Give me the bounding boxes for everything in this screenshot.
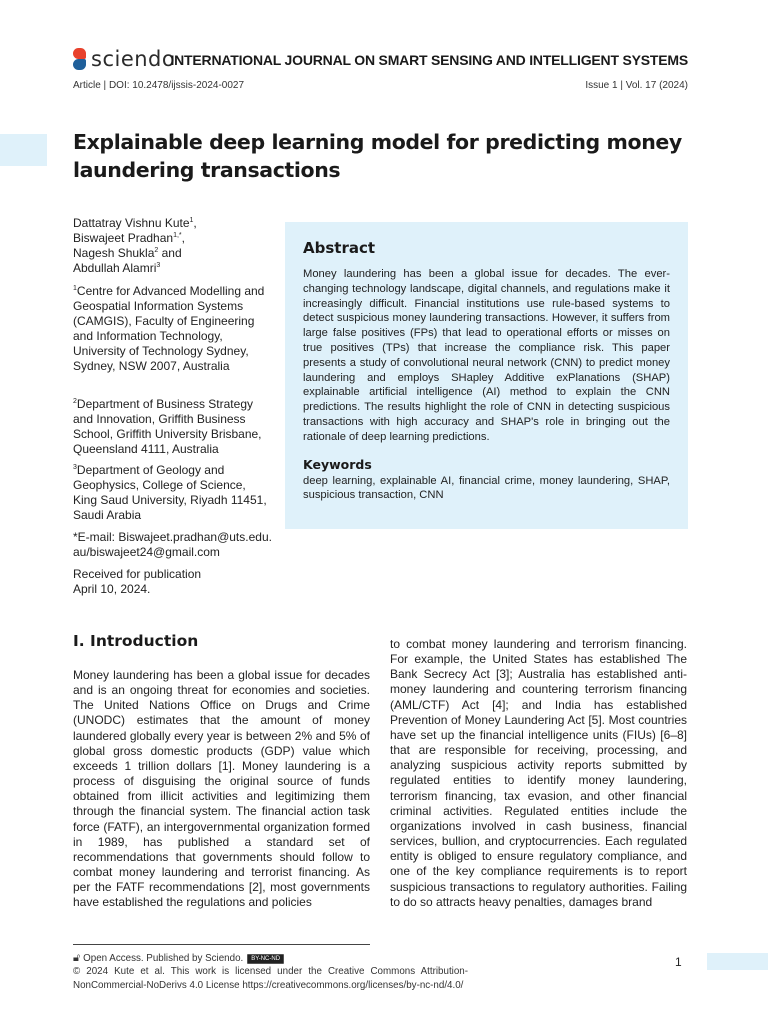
affiliation-2: $^2$Department of Business Strategy and Innovation, Griffith Business School, Griffith University Brisbane, Queensland 4111, Australia <box>73 397 262 456</box>
footer-divider <box>73 944 370 945</box>
sciendo-logo[interactable] <box>73 48 175 70</box>
article-title: Explainable deep learning model for predicting money laundering transactions <box>73 130 682 182</box>
page-number: 1 <box>675 955 682 969</box>
keywords-text: deep learning, explainable AI, financial crime, money laundering, SHAP, suspicious transaction, CNN <box>303 474 670 502</box>
issue-volume: Issue 1 | Vol. 17 (2024) <box>585 80 688 91</box>
received-date: April 10, 2024. <box>73 582 151 596</box>
corresponding-email[interactable]: *E-mail: Biswajeet.pradhan@uts.edu.au/biswajeet24@gmail.com <box>73 530 272 559</box>
author-item: Dattatray Vishnu Kute$^1$, <box>73 216 197 230</box>
abstract-box <box>285 222 688 529</box>
keywords-heading: Keywords <box>303 456 372 472</box>
sciendo-logo-icon <box>73 48 86 70</box>
body-text-left-column: Money laundering has been a global issue for decades and is an ongoing threat for economies and societies. The United Nations Office on Drugs and Crime (UNODC) estimates that the amount of money laundered globally every year is between 2% and 5% of global gross domestic products (GDP) value which exceeds 1 trillion dollars [1]. Money laundering is a process of disguising the original source of funds obtained from illicit activities and legitimizing them through the financial system. The financial action task force (FATF), an intergovernmental organization formed in 1989, has published a standard set of recommendations that governments should follow to combat money laundering and terrorist financing. As per the FATF recommendations [2], most governments have established the regulations and policies <box>73 668 370 910</box>
author-item: Biswajeet Pradhan$^{1,*}$, <box>73 231 185 245</box>
open-access-icon: 🔓︎ <box>73 952 81 964</box>
author-list <box>73 216 273 276</box>
footer-accent-tab <box>707 953 768 970</box>
footer-license <box>73 952 468 992</box>
received-info <box>73 567 273 597</box>
received-label: Received for publication <box>73 567 202 581</box>
open-access-text: Open Access. Published by Sciendo. <box>83 953 244 964</box>
introduction-heading: I. Introduction <box>73 632 199 650</box>
logo-text: sciendo <box>91 47 176 71</box>
cc-license-badge-icon[interactable]: BY-NC-ND <box>247 954 284 964</box>
abstract-heading: Abstract <box>303 239 376 257</box>
journal-title: INTERNATIONAL JOURNAL ON SMART SENSING AND INTELLIGENT SYSTEMS <box>170 52 688 68</box>
license-text: © 2024 Kute et al. This work is licensed under the Creative Commons Attribution-NonCommercial-NoDerivs 4.0 License https://creativecommons.org/licenses/by-nc-nd/4.0/ <box>73 966 468 991</box>
affiliation-3: $^3$Department of Geology and Geophysics, College of Science, King Saud University, Riyadh 11451, Saudi Arabia <box>73 463 267 522</box>
open-access-line <box>73 952 468 965</box>
body-text-right-column: to combat money laundering and terrorism financing. For example, the United States has established The Bank Secrecy Act [3]; Australia has established anti-money laundering and countering terrorism financing (AML/CTF) Act [4]; and India has established Prevention of Money Laundering Act [5]. Most countries have set up the financial intelligence units (FIUs) [6–8] that are responsible for receiving, processing, and analyzing suspicious activity reports submitted by regulated entities to identify money laundering, terrorism financing, tax evasion, and other financial criminal activities. Regulated entities include the organizations involved in cash business, financial services, bullion, and cryptocurrencies. Each regulated entity is obliged to ensure regulatory compliance, and one of the key compliance requirements is to report suspicious transactions to regulatory authorities. Failing to do so attracts heavy penalties, damages brand <box>390 637 687 909</box>
side-accent-tab <box>0 134 47 166</box>
author-item: Abdullah Alamri$^3$ <box>73 261 161 275</box>
journal-header <box>73 48 688 74</box>
article-doi: Article | DOI: 10.2478/ijssis-2024-0027 <box>73 80 245 91</box>
abstract-text: Money laundering has been a global issue for decades. The ever-changing technology landscape, digital channels, and regulations make it increasingly difficult. Financial institutions use rule-based systems to detect suspicious money laundering transactions. However, it suffers from large false positives (FPs) that lead to operational efforts or misses on true positives (TPs) that increase the compliance risk. This paper presents a study of convolutional neural network (CNN) to predict money laundering and employs SHapley Additive exPlanations (SHAP) explainable artificial intelligence (AI) method to explain the CNN predictions. The results highlight the role of CNN in detecting suspicious transactions with high accuracy and SHAP's role in bringing out the rationale of deep learning predictions. <box>303 268 670 443</box>
affiliation-1: $^1$Centre for Advanced Modelling and Geospatial Information Systems (CAMGIS), Faculty of Engineering and Information Technology, University of Technology Sydney, Sydney, NSW 2007, Australia <box>73 284 265 373</box>
author-item: Nagesh Shukla$^2$ and <box>73 246 182 260</box>
